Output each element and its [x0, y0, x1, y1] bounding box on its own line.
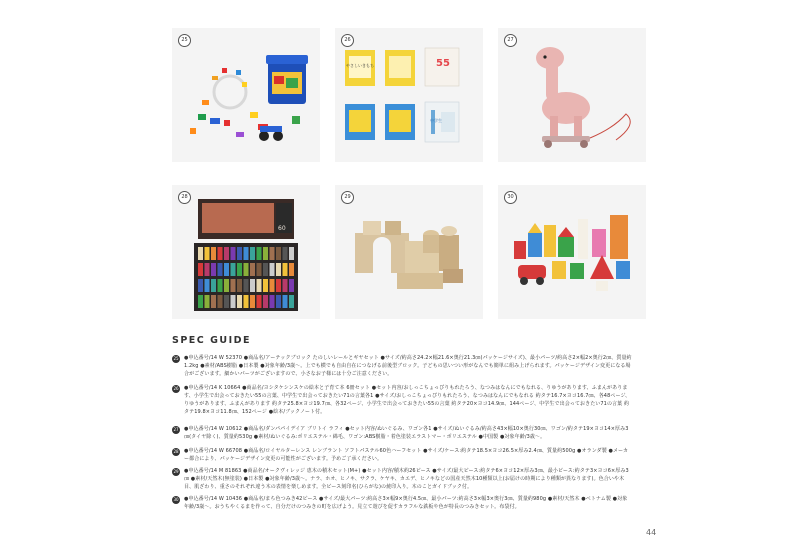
wooden-blocks-image — [335, 185, 483, 319]
pastel-stick — [237, 295, 242, 308]
book-title-1: やさしいきもち — [346, 63, 374, 68]
spec-entry-28 — [172, 447, 632, 465]
pastel-stick — [250, 295, 255, 308]
picture-books-image — [335, 28, 483, 162]
pastel-stick — [270, 263, 275, 276]
pastel-stick — [218, 279, 223, 292]
pastel-stick — [276, 263, 281, 276]
pastel-stick — [289, 279, 294, 292]
pastel-stick — [250, 263, 255, 276]
pastel-stick — [263, 279, 268, 292]
product-number-badge: 25 — [178, 34, 191, 47]
colorful-blocks-image — [498, 185, 646, 319]
spec-entry-27 — [172, 425, 632, 443]
book-title-3: 中学生 — [430, 118, 442, 123]
pastel-stick — [270, 247, 275, 260]
pastel-stick — [224, 295, 229, 308]
pastel-stick — [257, 247, 262, 260]
spec-entry-25 — [172, 354, 632, 377]
pastel-stick — [283, 279, 288, 292]
product-number-badge: 26 — [341, 34, 354, 47]
pastel-set-image — [172, 185, 320, 319]
pastel-stick — [224, 247, 229, 260]
pastel-stick — [198, 247, 203, 260]
pastel-stick — [283, 263, 288, 276]
pastel-stick — [231, 279, 236, 292]
spec-entry-26 — [172, 384, 632, 418]
spec-number: 25 — [173, 356, 179, 361]
pastel-stick — [224, 279, 229, 292]
pastel-stick — [289, 263, 294, 276]
pastel-stick — [289, 247, 294, 260]
pastel-stick — [257, 295, 262, 308]
product-number-badge: 27 — [504, 34, 517, 47]
pastel-stick — [211, 279, 216, 292]
product-tile-25 — [172, 28, 320, 162]
spec-number: 27 — [173, 427, 179, 432]
book-title-2: 55 — [436, 58, 450, 69]
pastel-stick — [205, 247, 210, 260]
pastel-stick — [231, 247, 236, 260]
product-tile-29 — [335, 185, 483, 319]
product-number-badge: 29 — [341, 191, 354, 204]
pastel-stick — [263, 247, 268, 260]
pastel-stick — [198, 279, 203, 292]
pastel-stick — [224, 263, 229, 276]
spec-number: 30 — [173, 497, 179, 502]
pastel-stick — [257, 263, 262, 276]
pastel-stick — [237, 247, 242, 260]
product-tile-27 — [498, 28, 646, 162]
pastel-stick — [283, 295, 288, 308]
pastel-stick — [276, 279, 281, 292]
spec-text: ●申込番号/14 K 10664 ●商品名/ヨシタケシンスケの絵本と子育て本 6冊セット ●セット内容/おしっこちょっぴりもれたろう、なつみはなんにでもなれる、りゆうがあります、ふまんがあります、小学生で出会っておきたい55の言葉、中学生で出会っておきたい71の言葉各1 ●サイズ/おしっこちょっぴりもれたろう、なつみはなんにでもなれる 約タテ16.7×ヨコ16.7㎝、各48ページ、りゆうがあります、ふまんがあります 約タテ25.8×ヨコ19.7㎝、各32ページ、小学生で出会っておきたい55の言葉 約タテ20×ヨコ14.9㎝、144ページ、中学生で出会っておきたい71の言葉 約タテ19.8×ヨコ11.8㎝、152ページ ●絵本/ブックノート付。 — [184, 385, 631, 415]
block-toys-image — [172, 28, 320, 162]
spec-number: 26 — [173, 386, 179, 391]
pastel-stick — [205, 263, 210, 276]
pastel-stick — [270, 279, 275, 292]
spec-number: 28 — [173, 449, 179, 454]
pastel-stick — [250, 279, 255, 292]
spec-number: 29 — [173, 469, 179, 474]
spec-text: ●申込番号/14 W 10612 ●商品名/ダンパパイデイア ブリトイ ラフィ ●セット内容/ぬいぐるみ、ワゴン各1 ●サイズ/ぬいぐるみ/約高さ43×幅10×奥行30㎝、ワゴン/約タテ19×ヨコ14×厚み3㎝(タイヤ除く)、質量約530g ●素材/ぬいぐるみ:ポリエステル・綿毛、ワゴン:ABS樹脂・着色塗装エラストマー・ポリエステル ●中国製 ●対象年齢/3歳〜。 — [184, 426, 629, 440]
pastel-stick — [205, 295, 210, 308]
pastel-stick — [218, 263, 223, 276]
pastel-stick — [276, 295, 281, 308]
pastel-stick — [244, 295, 249, 308]
spec-text: ●申込番号/14 W 10436 ●商品名/まち色つみき42ピース ●サイズ/最大パーツ:約高さ3×幅9×奥行4.5㎝、最小パーツ:約高さ3×幅3×奥行3㎝、質量約980g ●素材/天然木 ●ベトナム製 ●対象年齢/3歳〜。おうちやくるまを作って、自分だけのつみきの町を広げよう。見立て遊びを促すカラフルな鉄板や色が特長のつみきセット。布袋付。 — [184, 496, 628, 510]
product-tile-26 — [335, 28, 483, 162]
pastel-stick — [237, 279, 242, 292]
product-tile-28 — [172, 185, 320, 319]
product-number-badge: 30 — [504, 191, 517, 204]
pastel-stick — [231, 295, 236, 308]
spec-guide-title: SPEC GUIDE — [172, 335, 251, 346]
pastel-stick — [198, 295, 203, 308]
pastel-stick — [198, 263, 203, 276]
spec-text: ●申込番号/14 W 66708 ●商品名/ロイヤルターレンス レンブラント ソフトパステル60色ハーフセット ●サイズ/ケース:約タテ18.5×ヨコ26.5×厚み2.4㎝、質量約500g ●オランダ製 ●メーカー都合により、パッケージデザイン変更の可能性がございます。予めご了承ください。 — [184, 448, 629, 462]
pastel-stick — [244, 279, 249, 292]
pastel-stick — [218, 295, 223, 308]
product-number-badge: 28 — [178, 191, 191, 204]
spec-text: ●申込番号/14 M 81863 ●商品名/オークヴィレッジ 恵木の積木セット(M+) ●セット内容/積木約26ピース ●サイズ/最大ピース:約タテ6×ヨコ12×厚み3㎝、最小ピース:約タテ3×ヨコ6×厚み3㎝ ●素材/天然木(無塗装) ●日本製 ●対象年齢/3歳〜。ナラ、ホオ、ヒノキ、サクラ、ケヤキ、カエデ、ヒノキなどの国産天然木10種類以上(お届けの時期により種類が異なります)。色合いや木目、肌ざわり、重さのそれぞれ違う木の表情を楽しめます。全ピース刻印名(ひらがな)の焼印入り。木のことガイドブック付。 — [184, 468, 629, 490]
pastel-stick — [283, 247, 288, 260]
pastel-stick — [257, 279, 262, 292]
pastel-stick — [237, 263, 242, 276]
pastel-stick — [231, 263, 236, 276]
spec-entry-30 — [172, 495, 632, 513]
pastel-stick — [276, 247, 281, 260]
page-number: 44 — [646, 528, 657, 537]
pull-giraffe-image — [498, 28, 646, 162]
pastel-stick — [211, 247, 216, 260]
product-tile-30 — [498, 185, 646, 319]
pastel-stick — [205, 279, 210, 292]
pastel-stick — [244, 263, 249, 276]
pastel-stick — [289, 295, 294, 308]
pastel-box-label: 60 — [278, 225, 286, 232]
pastel-stick — [211, 263, 216, 276]
pastel-stick — [244, 247, 249, 260]
pastel-stick — [211, 295, 216, 308]
pastel-stick — [263, 295, 268, 308]
pastel-stick — [263, 263, 268, 276]
pastel-stick — [250, 247, 255, 260]
pastel-stick — [270, 295, 275, 308]
pastel-stick — [218, 247, 223, 260]
spec-text: ●申込番号/14 W 52370 ●商品名/アーテックブロック たのしいレールとギヤセット ●サイズ/約高さ24.2×幅21.6×奥行21.3㎝(パッケージサイズ)、最小パーツ/約高さ2×幅2×奥行2㎝、質量約1.2kg ●素材/ABS樹脂 ●日本製 ●対象年齢/3歳〜。上でも横でも自由自在につなげる前後型ブロック。子どもの思いつい形がなんでも簡単に組み上げられます。パッケージデザイン変更になる場合がございます。細かいパーツがございますので、小さなお子様には十分ご注意ください。 — [184, 355, 632, 377]
spec-entry-29 — [172, 467, 632, 493]
